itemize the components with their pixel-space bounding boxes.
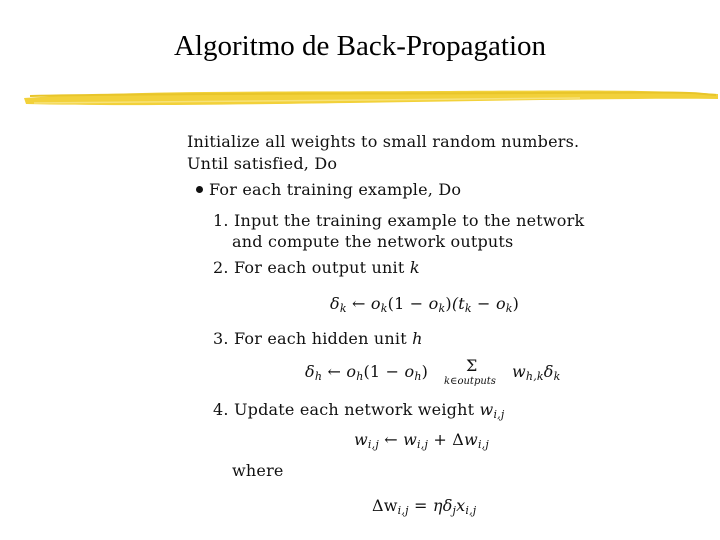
- bullet-icon: [196, 186, 203, 193]
- eq3-w: w: [354, 430, 368, 449]
- eq4-eta: η: [432, 496, 443, 515]
- step4-text: Update each network weight: [233, 400, 475, 419]
- eq4-delta-sub: j: [452, 504, 457, 517]
- eq2-o2: o: [404, 362, 415, 381]
- eq2-o: o: [346, 362, 357, 381]
- eq1-delta-sub: k: [339, 302, 347, 315]
- eq4-lhs: Δw: [372, 496, 398, 515]
- eq1-t-sub: k: [464, 302, 472, 315]
- eq3-w2-sub: i,j: [417, 438, 429, 451]
- eq4-x-sub: i,j: [465, 504, 477, 517]
- eq1-close2: ): [512, 294, 520, 313]
- step3-number: 3.: [213, 329, 229, 348]
- eq1-o2-sub: k: [438, 302, 446, 315]
- eq1-one-minus: (1 −: [387, 294, 429, 313]
- step4-w: w: [479, 400, 494, 419]
- eq2-one-minus: (1 −: [363, 362, 405, 381]
- eq3-plus-delta: + Δ: [433, 430, 465, 449]
- eq3-w2: w: [403, 430, 418, 449]
- eq4-equals: =: [413, 496, 428, 515]
- equation-output-delta: [330, 294, 519, 315]
- eq1-arrow: ←: [352, 294, 366, 313]
- step1-line-b: and compute the network outputs: [232, 232, 514, 251]
- step2-line: [213, 258, 420, 277]
- eq4-delta: δ: [442, 496, 453, 515]
- eq1-o3-sub: k: [505, 302, 513, 315]
- eq2-arrow: ←: [327, 362, 342, 381]
- eq2-deltak-sub: k: [553, 370, 561, 383]
- init-line: Initialize all weights to small random numbers.: [187, 132, 580, 151]
- step4-number: 4.: [213, 400, 229, 419]
- eq4-x: x: [456, 496, 466, 515]
- for-each-example-line: [196, 180, 461, 199]
- eq2-o-sub: h: [356, 370, 364, 383]
- sum-range: k∈outputs: [444, 376, 496, 387]
- step1-line-a: [213, 211, 584, 230]
- slide-title: Algoritmo de Back-Propagation: [173, 30, 547, 62]
- eq3-w3: w: [464, 430, 478, 449]
- eq2-close: ): [421, 362, 429, 381]
- step4-w-sub: i,j: [493, 408, 505, 421]
- eq3-arrow: ←: [384, 430, 398, 449]
- eq1-t: (t: [451, 294, 465, 313]
- eq1-o3: o: [495, 294, 506, 313]
- eq4-lhs-sub: i,j: [397, 504, 409, 517]
- eq1-delta: δ: [330, 294, 340, 313]
- equation-weight-update: [354, 430, 489, 451]
- equation-hidden-delta: [305, 362, 428, 383]
- step3-line: [213, 329, 423, 348]
- sum-sign: Σ: [466, 356, 478, 375]
- step1-number: 1.: [213, 211, 229, 230]
- where-label: where: [232, 461, 284, 480]
- eq1-o2: o: [428, 294, 439, 313]
- eq2-delta: δ: [305, 362, 315, 381]
- eq2-w-sub: h,k: [525, 370, 544, 383]
- equation-hidden-weights: [512, 362, 560, 383]
- eq1-close: ): [445, 294, 452, 313]
- eq1-minus: −: [471, 294, 496, 313]
- eq3-w3-sub: i,j: [477, 438, 489, 451]
- eq2-delta-sub: h: [314, 370, 323, 383]
- step3-text: For each hidden unit: [233, 329, 407, 348]
- eq2-deltak: δ: [543, 362, 554, 381]
- eq3-w-sub: i,j: [367, 438, 379, 451]
- yellow-brush-stroke: [20, 84, 720, 108]
- eq2-o2-sub: h: [414, 370, 422, 383]
- step4-line: [213, 400, 504, 421]
- eq1-o: o: [370, 294, 381, 313]
- step1-text-a: Input the training example to the network: [233, 211, 585, 230]
- equation-delta-weight: [372, 496, 476, 517]
- eq1-o-sub: k: [380, 302, 388, 315]
- step2-number: 2.: [213, 258, 229, 277]
- for-each-example-text: For each training example, Do: [209, 180, 462, 199]
- step2-var: k: [409, 258, 420, 277]
- step3-var: h: [412, 329, 423, 348]
- step2-text: For each output unit: [233, 258, 405, 277]
- until-line: Until satisfied, Do: [187, 154, 338, 173]
- eq2-w: w: [512, 362, 526, 381]
